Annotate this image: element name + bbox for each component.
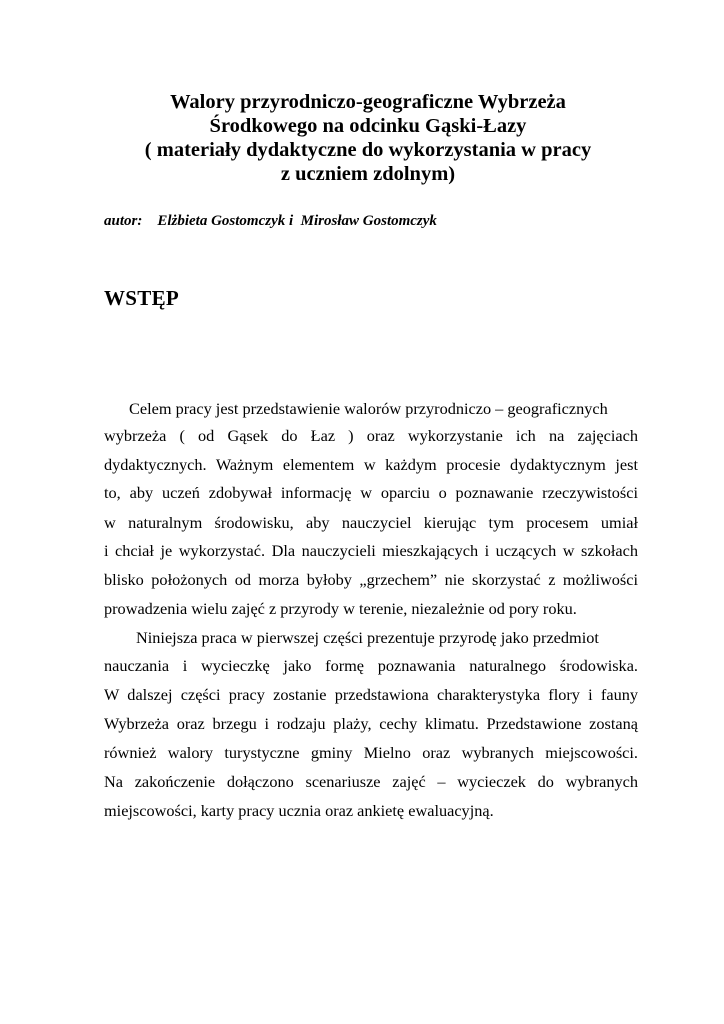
title-line: Środkowego na odcinku Gąski-Łazy bbox=[209, 115, 527, 137]
authors-line: autor: Elżbieta Gostomczyk i Mirosław Gostomczyk bbox=[104, 213, 437, 229]
title-line: ( materiały dydaktyczne do wykorzystania w pracy bbox=[144, 139, 592, 161]
paragraph-2-line: Wybrzeża oraz brzegu i rodzaju plaży, cechy klimatu. Przedstawione zostaną bbox=[104, 714, 638, 733]
paragraph-1-line: dydaktycznych. Ważnym elementem w każdym procesie dydaktycznym jest bbox=[104, 455, 638, 474]
paragraph-2-line: miejscowości, karty pracy ucznia oraz ankietę ewaluacyjną. bbox=[104, 801, 494, 820]
paragraph-2-line: Na zakończenie dołączono scenariusze zajęć – wycieczek do wybranych bbox=[104, 772, 638, 791]
document-title bbox=[90, 90, 646, 186]
paragraph-1-line: w naturalnym środowisku, aby nauczyciel kierując tym procesem umiał bbox=[104, 513, 638, 532]
paragraph-1-line: Celem pracy jest przedstawienie walorów przyrodniczo – geograficznych bbox=[129, 399, 608, 418]
paragraph-2-line: nauczania i wycieczkę jako formę poznawania naturalnego środowiska. bbox=[104, 656, 638, 675]
paragraph-2-line: również walory turystyczne gminy Mielno oraz wybranych miejscowości. bbox=[104, 743, 638, 762]
title-line: Walory przyrodniczo-geograficzne Wybrzeża bbox=[170, 91, 566, 113]
paragraph-1-line: wybrzeża ( od Gąsek do Łaz ) oraz wykorzystanie ich na zajęciach bbox=[104, 426, 638, 445]
paragraph-1-line: prowadzenia wielu zajęć z przyrody w terenie, niezależnie od pory roku. bbox=[104, 599, 577, 618]
paragraph-1-line: i chciał je wykorzystać. Dla nauczycieli mieszkających i uczących w szkołach bbox=[104, 541, 638, 560]
paragraph-2-line: W dalszej części pracy zostanie przedstawiona charakterystyka flory i fauny bbox=[104, 685, 638, 704]
paragraph-1-line: blisko położonych od morza byłoby „grzechem” nie skorzystać z możliwości bbox=[104, 570, 638, 589]
section-heading: WSTĘP bbox=[104, 286, 180, 310]
paragraph-2-line: Niniejsza praca w pierwszej części prezentuje przyrodę jako przedmiot bbox=[136, 628, 599, 647]
title-line: z uczniem zdolnym) bbox=[280, 163, 456, 185]
paragraph-1-line: to, aby uczeń zdobywał informację w oparciu o poznawanie rzeczywistości bbox=[104, 483, 638, 502]
